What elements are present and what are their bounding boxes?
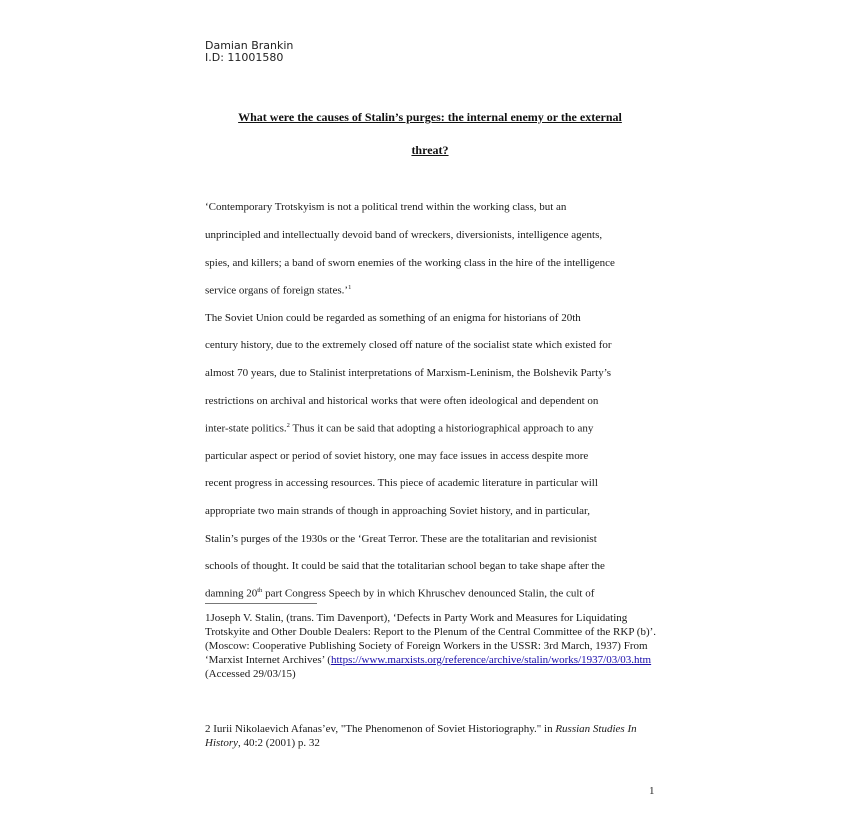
- footnote-ref-1[interactable]: 1: [348, 284, 352, 291]
- body-line-11: recent progress in accessing resources. This piece of academic literature in particular will: [205, 477, 598, 489]
- author-name: Damian Brankin: [205, 39, 294, 52]
- body-line-7: almost 70 years, due to Stalinist interpretations of Marxism-Leninism, the Bolshevik Party’s: [205, 367, 612, 379]
- body-text: Thus it can be said that adopting a historiographical approach to any: [289, 422, 594, 435]
- body-line-4: [205, 284, 351, 297]
- body-text: part Congress Speech by in which Khruschev denounced Stalin, the cult of: [262, 587, 595, 600]
- body-line-2: unprincipled and intellectually devoid band of wreckers, diversionists, intelligence agents,: [205, 229, 603, 241]
- body-text: inter-state politics.: [205, 422, 287, 435]
- footnote-2-journal: Russian Studies In History: [205, 723, 637, 749]
- ordinal-suffix: th: [257, 587, 263, 594]
- student-id: I.D: 11001580: [205, 51, 284, 64]
- footnote-separator: [205, 603, 317, 604]
- body-line-9: [205, 422, 593, 435]
- body-line-6: century history, due to the extremely closed off nature of the socialist state which existed for: [205, 339, 612, 351]
- body-line-15: [205, 587, 594, 600]
- footnote-ref-2[interactable]: 2: [286, 422, 290, 429]
- body-line-14: schools of thought. It could be said that the totalitarian school began to take shape after the: [205, 560, 605, 572]
- footnote-2-suffix: , 40:2 (2001) p. 32: [238, 737, 320, 749]
- footnote-2: [205, 722, 665, 750]
- body-line-13: Stalin’s purges of the 1930s or the ‘Great Terror. These are the totalitarian and revisionist: [205, 533, 597, 545]
- author-header: [205, 40, 293, 64]
- page-number: 1: [649, 785, 655, 797]
- body-line-5: The Soviet Union could be regarded as something of an enigma for historians of 20th: [205, 312, 581, 324]
- quote-end-text: service organs of foreign states.’: [205, 284, 349, 297]
- footnote-1: [205, 611, 665, 681]
- footnote-1-tail: (Accessed 29/03/15): [205, 668, 296, 680]
- footnote-1-link[interactable]: https://www.marxists.org/reference/archive/stalin/works/1937/03/03.htm: [330, 654, 652, 666]
- body-line-3: spies, and killers; a band of sworn enemies of the working class in the hire of the intelligence: [205, 257, 615, 269]
- essay-title-line-1: What were the causes of Stalin’s purges: the internal enemy or the external: [238, 110, 622, 124]
- essay-title-line-2: threat?: [411, 143, 449, 157]
- body-line-1: ‘Contemporary Trotskyism is not a political trend within the working class, but an: [205, 201, 567, 213]
- body-line-8: restrictions on archival and historical works that were often ideological and dependent on: [205, 395, 599, 407]
- footnote-1-text: 1Joseph V. Stalin, (trans. Tim Davenport), ‘Defects in Party Work and Measures for Liquidating Trotskyite and Other Double Dealers: Report to the Plenum of the Central Committee of the RKP (b)’. (Moscow: Cooperative Publishing Society of Foreign Workers in the USSR: 3rd March, 1937) From ‘Marxist Internet Archives’ (: [205, 612, 657, 666]
- body-line-12: appropriate two main strands of though in approaching Soviet history, and in particular,: [205, 505, 590, 517]
- footnote-2-text: 2 Iurii Nikolaevich Afanas’ev, "The Phenomenon of Soviet Historiography." in: [205, 723, 556, 735]
- body-line-10: particular aspect or period of soviet history, one may face issues in access despite more: [205, 450, 589, 462]
- body-text: damning 20: [205, 587, 258, 600]
